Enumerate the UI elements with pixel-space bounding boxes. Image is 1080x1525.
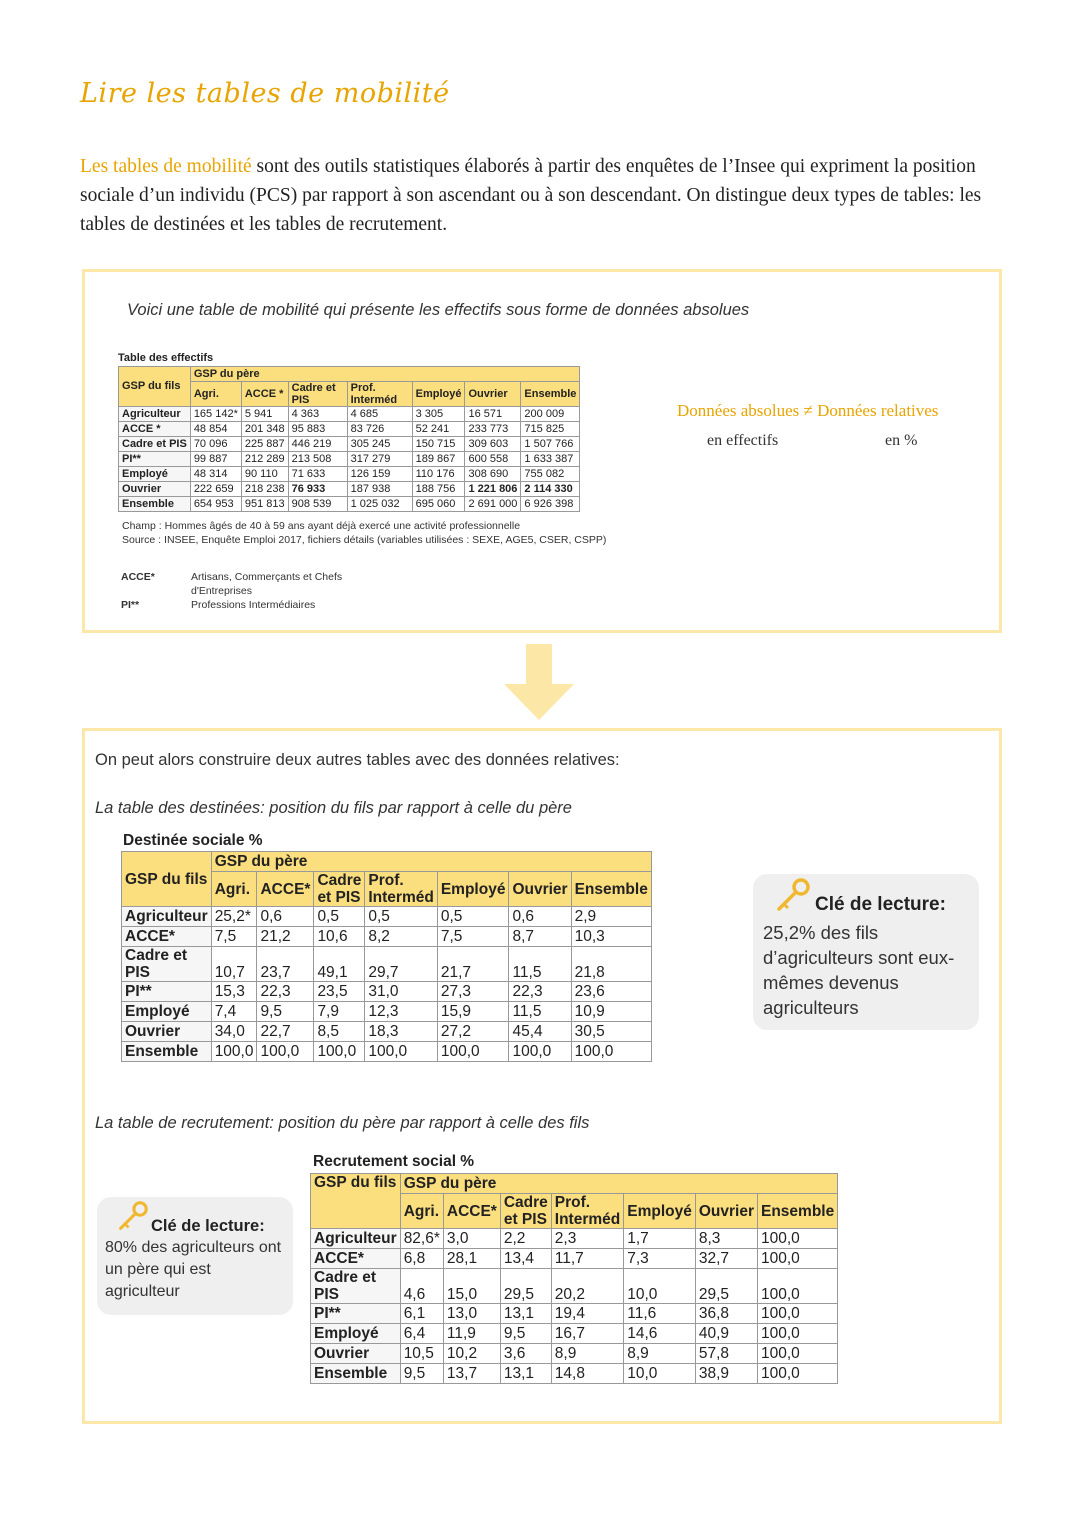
cell: 22,3 xyxy=(257,982,314,1002)
cell: 13,1 xyxy=(500,1304,551,1324)
cell: 100,0 xyxy=(211,1042,257,1062)
cell: 3,0 xyxy=(443,1229,500,1249)
recrutement-table-title: Recrutement social % xyxy=(313,1153,475,1170)
cell: 57,8 xyxy=(695,1344,757,1364)
father-header: GSP du père xyxy=(400,1174,838,1194)
table-row xyxy=(311,1364,838,1384)
cell: 317 279 xyxy=(347,452,412,467)
reading-key-title: Clé de lecture: xyxy=(815,894,946,915)
cell: 83 726 xyxy=(347,422,412,437)
cell: 2,3 xyxy=(551,1229,623,1249)
cell: 29,5 xyxy=(500,1269,551,1304)
table-row xyxy=(119,422,580,437)
table-row xyxy=(119,452,580,467)
row-label: Agriculteur xyxy=(311,1229,401,1249)
cell: 10,6 xyxy=(314,927,365,947)
cell: 308 690 xyxy=(465,467,521,482)
cell: 100,0 xyxy=(437,1042,509,1062)
row-label: Cadre et PIS xyxy=(119,437,191,452)
row-label: Ensemble xyxy=(311,1364,401,1384)
key-icon xyxy=(117,1201,149,1231)
cell: 150 715 xyxy=(412,437,465,452)
cell: 201 348 xyxy=(241,422,288,437)
cell: 82,6* xyxy=(400,1229,443,1249)
cell: 951 813 xyxy=(241,497,288,512)
col-header: Ensemble xyxy=(521,382,580,407)
col-header: Cadre et PIS xyxy=(288,382,347,407)
cell: 45,4 xyxy=(509,1022,571,1042)
row-label-line: PIS xyxy=(125,964,150,981)
cell: 189 867 xyxy=(412,452,465,467)
cell: 10,7 xyxy=(211,947,257,982)
cell: 305 245 xyxy=(347,437,412,452)
cell: 188 756 xyxy=(412,482,465,497)
cell: 100,0 xyxy=(758,1324,838,1344)
cell: 6,1 xyxy=(400,1304,443,1324)
cell: 7,4 xyxy=(211,1002,257,1022)
col-header: Employé xyxy=(412,382,465,407)
cell: 13,1 xyxy=(500,1364,551,1384)
row-label: Ensemble xyxy=(119,497,191,512)
cell: 11,5 xyxy=(509,947,571,982)
table-row xyxy=(122,1022,652,1042)
row-label: Ouvrier xyxy=(311,1344,401,1364)
donnees-label: Données absolues ≠ Données relatives xyxy=(677,401,939,420)
table-row xyxy=(119,437,580,452)
cell: 10,0 xyxy=(624,1364,696,1384)
destinee-table xyxy=(121,851,652,1062)
reading-key-title: Clé de lecture: xyxy=(151,1217,265,1235)
col-header: Employé xyxy=(437,872,509,907)
cell: 31,0 xyxy=(365,982,437,1002)
cell: 18,3 xyxy=(365,1022,437,1042)
cell: 27,2 xyxy=(437,1022,509,1042)
col-header: Ouvrier xyxy=(509,872,571,907)
cell: 14,6 xyxy=(624,1324,696,1344)
cell: 5 941 xyxy=(241,407,288,422)
cell: 11,6 xyxy=(624,1304,696,1324)
cell: 8,5 xyxy=(314,1022,365,1042)
cell: 100,0 xyxy=(314,1042,365,1062)
son-header: GSP du fils xyxy=(311,1174,401,1229)
cell: 21,8 xyxy=(571,947,651,982)
col-header: Ouvrier xyxy=(465,382,521,407)
row-label: Employé xyxy=(119,467,191,482)
champ-note: Champ : Hommes âgés de 40 à 59 ans ayant déjà exercé une activité professionnelle xyxy=(122,520,521,532)
cell: 10,9 xyxy=(571,1002,651,1022)
cell: 16 571 xyxy=(465,407,521,422)
cell: 49,1 xyxy=(314,947,365,982)
row-label: Employé xyxy=(122,1002,212,1022)
row-label-line: Cadre et xyxy=(314,1269,377,1286)
cell: 23,6 xyxy=(571,982,651,1002)
cell: 715 825 xyxy=(521,422,580,437)
cell: 48 314 xyxy=(190,467,241,482)
col-header-line: Cadre xyxy=(317,872,362,889)
cell: 6 926 398 xyxy=(521,497,580,512)
cell: 446 219 xyxy=(288,437,347,452)
table-row xyxy=(122,947,652,982)
cell: 100,0 xyxy=(758,1364,838,1384)
cell: 29,5 xyxy=(695,1269,757,1304)
col-header: Ensemble xyxy=(758,1194,838,1229)
row-label: ACCE * xyxy=(119,422,191,437)
cell: 7,5 xyxy=(437,927,509,947)
cell: 21,7 xyxy=(437,947,509,982)
cell: 15,9 xyxy=(437,1002,509,1022)
row-label-line: PIS xyxy=(314,1286,339,1303)
col-header-line: Cadre xyxy=(503,1194,548,1211)
cell: 100,0 xyxy=(571,1042,651,1062)
col-header-line: Prof. xyxy=(554,1194,591,1211)
cell: 100,0 xyxy=(758,1269,838,1304)
row-label: Ensemble xyxy=(122,1042,212,1062)
cell: 16,7 xyxy=(551,1324,623,1344)
row-label: Agriculteur xyxy=(122,907,212,927)
cell: 10,3 xyxy=(571,927,651,947)
table-row xyxy=(311,1344,838,1364)
cell: 1,7 xyxy=(624,1229,696,1249)
cell: 4 363 xyxy=(288,407,347,422)
cell: 8,2 xyxy=(365,927,437,947)
cell: 11,9 xyxy=(443,1324,500,1344)
cell: 10,5 xyxy=(400,1344,443,1364)
table-row xyxy=(119,482,580,497)
table-row xyxy=(311,1269,838,1304)
cell: 100,0 xyxy=(758,1344,838,1364)
key-icon xyxy=(775,878,811,912)
page-title: Lire les tables de mobilité xyxy=(80,78,450,109)
col-header-line: et PIS xyxy=(503,1211,547,1228)
reading-key-recrutement xyxy=(97,1197,293,1315)
cell: 187 938 xyxy=(347,482,412,497)
reading-key-text: 80% des agriculteurs ont un père qui est agriculteur xyxy=(105,1239,282,1300)
cell: 27,3 xyxy=(437,982,509,1002)
cell: 100,0 xyxy=(257,1042,314,1062)
cell: 7,9 xyxy=(314,1002,365,1022)
cell: 11,5 xyxy=(509,1002,571,1022)
recrutement-caption: La table de recrutement: position du père par rapport à celle des fils xyxy=(95,1114,590,1132)
row-label: PI** xyxy=(122,982,212,1002)
cell: 2,2 xyxy=(500,1229,551,1249)
cell: 100,0 xyxy=(365,1042,437,1062)
cell: 20,2 xyxy=(551,1269,623,1304)
cell: 1 221 806 xyxy=(465,482,521,497)
cell: 10,0 xyxy=(624,1269,696,1304)
table-row xyxy=(122,982,652,1002)
effectifs-table-title: Table des effectifs xyxy=(118,352,214,364)
cell: 12,3 xyxy=(365,1002,437,1022)
cell: 10,2 xyxy=(443,1344,500,1364)
son-header: GSP du fils xyxy=(119,367,191,407)
row-label: ACCE* xyxy=(311,1249,401,1269)
intro-highlight: Les tables de mobilité xyxy=(80,156,252,177)
cell: 22,3 xyxy=(509,982,571,1002)
cell: 100,0 xyxy=(509,1042,571,1062)
cell: 30,5 xyxy=(571,1022,651,1042)
effectifs-table xyxy=(118,366,580,512)
table-notes xyxy=(122,519,642,547)
col-header xyxy=(314,872,365,907)
col-header xyxy=(500,1194,551,1229)
abbr-value: Professions Intermédiaires xyxy=(191,599,316,611)
abbr-value: Artisans, Commerçants et Chefs d'Entreprises xyxy=(191,571,343,597)
effectifs-caption: Voici une table de mobilité qui présente les effectifs sous forme de données absolues xyxy=(127,301,750,319)
cell: 165 142* xyxy=(190,407,241,422)
col-header: ACCE* xyxy=(443,1194,500,1229)
col-header-line: Interméd xyxy=(554,1211,621,1228)
cell: 8,7 xyxy=(509,927,571,947)
col-header: Ensemble xyxy=(571,872,651,907)
col-header xyxy=(551,1194,623,1229)
cell: 1 025 032 xyxy=(347,497,412,512)
son-header: GSP du fils xyxy=(122,852,212,907)
cell: 40,9 xyxy=(695,1324,757,1344)
row-label: PI** xyxy=(311,1304,401,1324)
row-label: PI** xyxy=(119,452,191,467)
table-row xyxy=(122,1042,652,1062)
cell: 2 114 330 xyxy=(521,482,580,497)
col-header-line: Interméd xyxy=(368,889,434,906)
cell: 309 603 xyxy=(465,437,521,452)
table-row xyxy=(122,927,652,947)
col-header: Prof. Interméd xyxy=(347,382,412,407)
table-row xyxy=(311,1304,838,1324)
abbr-key: PI** xyxy=(121,599,140,611)
cell: 70 096 xyxy=(190,437,241,452)
cell: 7,5 xyxy=(211,927,257,947)
col-header-line: et PIS xyxy=(317,889,361,906)
intro-text: sont des outils statistiques élaborés à partir des enquêtes de l’Insee qui expriment la position sociale d’un individu (PCS) par rapport à son ascendant ou à son descendant. On distingue deux types de tables: les tables de destinées et les tables de recrutement. xyxy=(80,156,982,235)
cell: 23,7 xyxy=(257,947,314,982)
table-row xyxy=(311,1229,838,1249)
col-header: Agri. xyxy=(211,872,257,907)
cell: 1 633 387 xyxy=(521,452,580,467)
col-header xyxy=(365,872,437,907)
cell: 0,6 xyxy=(509,907,571,927)
cell: 0,6 xyxy=(257,907,314,927)
cell: 600 558 xyxy=(465,452,521,467)
cell: 14,8 xyxy=(551,1364,623,1384)
cell: 908 539 xyxy=(288,497,347,512)
col-header: ACCE* xyxy=(257,872,314,907)
cell: 7,3 xyxy=(624,1249,696,1269)
abbreviations xyxy=(121,570,381,612)
cell: 13,0 xyxy=(443,1304,500,1324)
cell: 48 854 xyxy=(190,422,241,437)
percent-label: en % xyxy=(885,432,918,449)
cell: 755 082 xyxy=(521,467,580,482)
cell: 9,5 xyxy=(400,1364,443,1384)
cell: 90 110 xyxy=(241,467,288,482)
row-label: Agriculteur xyxy=(119,407,191,422)
col-header: ACCE * xyxy=(241,382,288,407)
col-header: Employé xyxy=(624,1194,696,1229)
cell: 212 289 xyxy=(241,452,288,467)
cell: 95 883 xyxy=(288,422,347,437)
cell: 1 507 766 xyxy=(521,437,580,452)
cell: 8,9 xyxy=(624,1344,696,1364)
cell: 6,8 xyxy=(400,1249,443,1269)
row-label-line: Cadre et xyxy=(125,947,188,964)
cell: 11,7 xyxy=(551,1249,623,1269)
row-label: Ouvrier xyxy=(122,1022,212,1042)
cell: 19,4 xyxy=(551,1304,623,1324)
cell: 21,2 xyxy=(257,927,314,947)
col-header: Agri. xyxy=(190,382,241,407)
destinee-caption: La table des destinées: position du fils par rapport à celle du père xyxy=(95,799,572,817)
cell: 233 773 xyxy=(465,422,521,437)
cell: 22,7 xyxy=(257,1022,314,1042)
cell: 52 241 xyxy=(412,422,465,437)
cell: 76 933 xyxy=(288,482,347,497)
table-row xyxy=(311,1249,838,1269)
table-row xyxy=(119,407,580,422)
table-row xyxy=(119,467,580,482)
table-row xyxy=(119,497,580,512)
cell: 218 238 xyxy=(241,482,288,497)
cell: 9,5 xyxy=(257,1002,314,1022)
cell: 25,2* xyxy=(211,907,257,927)
row-label xyxy=(311,1269,401,1304)
cell: 0,5 xyxy=(314,907,365,927)
intro-paragraph xyxy=(80,152,1000,239)
cell: 13,7 xyxy=(443,1364,500,1384)
cell: 200 009 xyxy=(521,407,580,422)
col-header-line: Prof. xyxy=(368,872,404,889)
effectifs-label: en effectifs xyxy=(707,432,779,449)
row-label: Ouvrier xyxy=(119,482,191,497)
cell: 4,6 xyxy=(400,1269,443,1304)
father-header: GSP du père xyxy=(211,852,651,872)
row-label: Employé xyxy=(311,1324,401,1344)
cell: 695 060 xyxy=(412,497,465,512)
cell: 6,4 xyxy=(400,1324,443,1344)
cell: 110 176 xyxy=(412,467,465,482)
recrutement-table xyxy=(310,1173,838,1384)
reading-key-text: 25,2% des fils d’agriculteurs sont eux-mêmes devenus agriculteurs xyxy=(763,922,955,1018)
cell: 100,0 xyxy=(758,1229,838,1249)
cell: 3 305 xyxy=(412,407,465,422)
row-label xyxy=(122,947,212,982)
cell: 225 887 xyxy=(241,437,288,452)
cell: 71 633 xyxy=(288,467,347,482)
cell: 23,5 xyxy=(314,982,365,1002)
cell: 654 953 xyxy=(190,497,241,512)
relative-intro: On peut alors construire deux autres tables avec des données relatives: xyxy=(95,751,620,769)
cell: 100,0 xyxy=(758,1304,838,1324)
cell: 32,7 xyxy=(695,1249,757,1269)
cell: 222 659 xyxy=(190,482,241,497)
cell: 38,9 xyxy=(695,1364,757,1384)
abbr-key: ACCE* xyxy=(121,571,155,583)
destinee-table-title: Destinée sociale % xyxy=(123,832,263,849)
source-note: Source : INSEE, Enquête Emploi 2017, fichiers détails (variables utilisées : SEXE, AGE5, CSER, CSPP) xyxy=(122,534,607,546)
father-header: GSP du père xyxy=(190,367,580,382)
cell: 126 159 xyxy=(347,467,412,482)
reading-key-destinee xyxy=(753,874,979,1030)
table-row xyxy=(122,1002,652,1022)
cell: 8,3 xyxy=(695,1229,757,1249)
cell: 99 887 xyxy=(190,452,241,467)
cell: 34,0 xyxy=(211,1022,257,1042)
table-row xyxy=(122,907,652,927)
effectifs-box xyxy=(82,269,1002,633)
cell: 29,7 xyxy=(365,947,437,982)
cell: 36,8 xyxy=(695,1304,757,1324)
cell: 13,4 xyxy=(500,1249,551,1269)
cell: 28,1 xyxy=(443,1249,500,1269)
cell: 9,5 xyxy=(500,1324,551,1344)
cell: 15,3 xyxy=(211,982,257,1002)
col-header: Agri. xyxy=(400,1194,443,1229)
cell: 4 685 xyxy=(347,407,412,422)
cell: 2 691 000 xyxy=(465,497,521,512)
table-row xyxy=(311,1324,838,1344)
relative-tables-box xyxy=(82,728,1002,1424)
cell: 0,5 xyxy=(365,907,437,927)
cell: 15,0 xyxy=(443,1269,500,1304)
down-arrow-icon xyxy=(502,644,576,720)
row-label: ACCE* xyxy=(122,927,212,947)
cell: 3,6 xyxy=(500,1344,551,1364)
col-header: Ouvrier xyxy=(695,1194,757,1229)
cell: 2,9 xyxy=(571,907,651,927)
cell: 100,0 xyxy=(758,1249,838,1269)
cell: 213 508 xyxy=(288,452,347,467)
cell: 0,5 xyxy=(437,907,509,927)
cell: 8,9 xyxy=(551,1344,623,1364)
